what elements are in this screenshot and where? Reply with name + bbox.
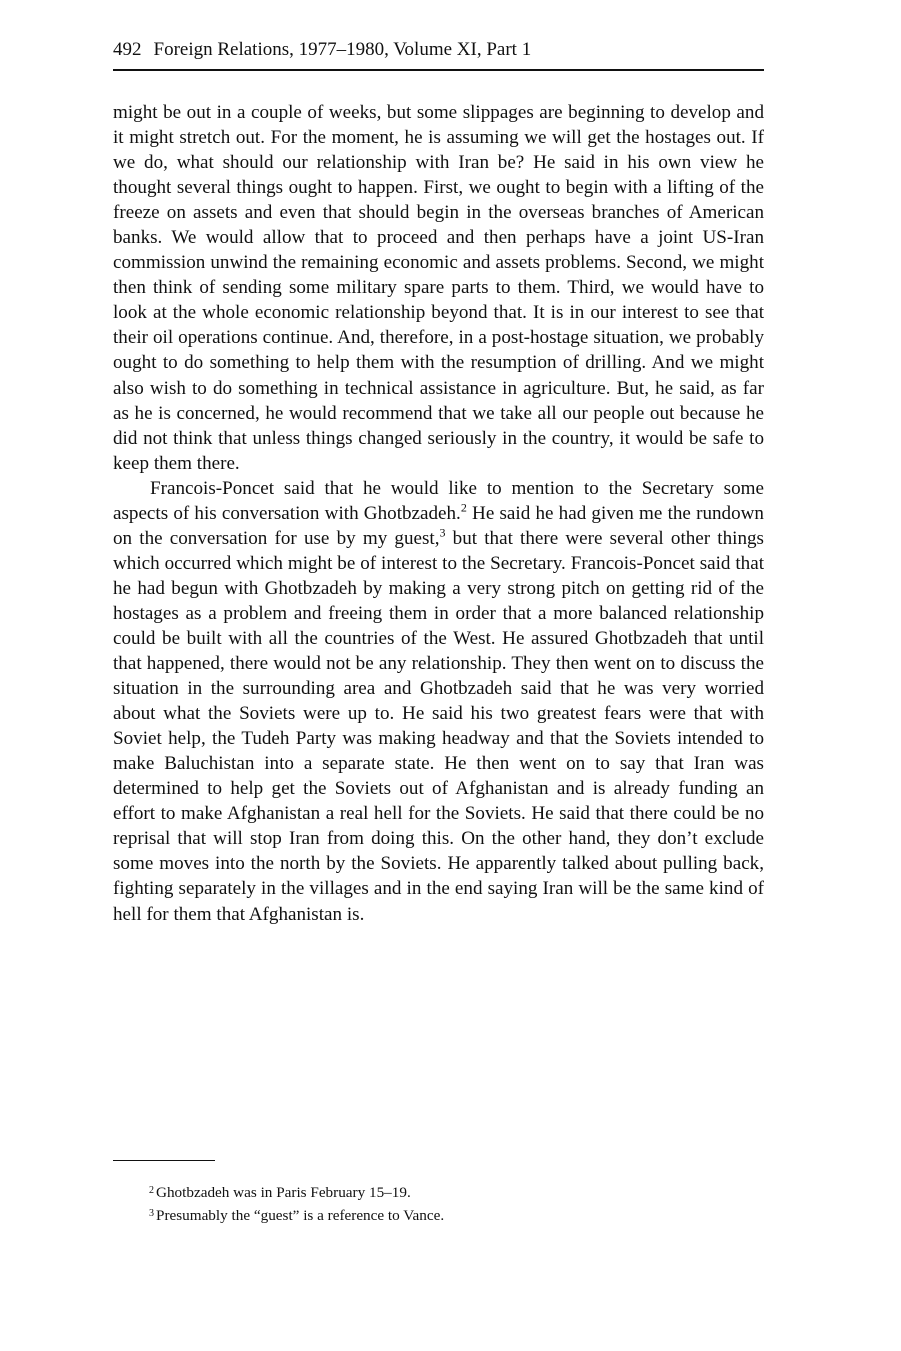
- main-text: [113, 100, 764, 927]
- footnote-text: Ghotbzadeh was in Paris February 15–19.: [156, 1184, 411, 1201]
- paragraph-1: might be out in a couple of weeks, but some slippages are beginning to develop and it might stretch out. For the moment, he is assuming we will get the hostages out. If we do, what should our relationship with Iran be? He said in his own view he thought several things ought to happen. First, we ought to begin with a lifting of the freeze on assets and even that should begin in the overseas branches of American banks. We would allow that to proceed and then perhaps have a joint US-Iran commission unwind the remaining economic and assets problems. Second, we might then think of sending some military spare parts to them. Third, we would have to look at the whole economic relationship beyond that. It is in our interest to see that their oil operations continue. And, therefore, in a post-hostage situation, we probably ought to do something to help them with the resumption of drilling. And we might also wish to do something in technical assistance in agriculture. But, he said, as far as he is concerned, he would recommend that we take all our people out because he did not think that unless things changed seriously in the country, it would be safe to keep them there.: [113, 102, 764, 474]
- footnote-ref-2: 2: [460, 500, 467, 515]
- paragraph-2: [113, 476, 764, 927]
- footnote-ref-3: 3: [439, 525, 446, 540]
- footnote-marker: 3: [149, 1208, 154, 1219]
- footnote-text: Presumably the “guest” is a reference to Vance.: [156, 1207, 445, 1224]
- footnote-2: [149, 1181, 764, 1204]
- running-header: [113, 38, 764, 62]
- footnote-rule: [113, 1160, 215, 1161]
- volume-title: Foreign Relations, 1977–1980, Volume XI, Part 1: [153, 39, 532, 60]
- paragraph-2-text-3: but that there were several other things which occurred which might be of interest to the Secretary. Francois-Poncet said that he had begun with Ghotbzadeh by making a very strong pitch on getting rid of the hostages as a problem and freeing them in order that a more balanced relationship could be built with all the countries of the West. He assured Ghotbzadeh that until that happened, there would not be any relationship. They then went on to discuss the situation in the surrounding area and Ghotbzadeh said that he was very worried about what the Soviets were up to. He said his two greatest fears were that with Soviet help, the Tudeh Party was making headway and that the Soviets intended to make Baluchistan into a separate state. He then went on to say that Iran was determined to help get the Soviets out of Afghanistan and is already funding an effort to make Afghanistan a real hell for the Soviets. He said that there could be no reprisal that will stop Iran from doing this. On the other hand, they don’t exclude some moves into the north by the Soviets. He apparently talked about pulling back, fighting separately in the villages and in the end saying Iran will be the same kind of hell for them that Afghanistan is.: [113, 527, 764, 925]
- paragraph-2-text-1: Francois-Poncet said that he would like to mention to the Secretary some aspects of his conversation with Ghotbzadeh.: [113, 477, 764, 524]
- footnote-marker: 2: [149, 1185, 154, 1196]
- header-rule: [113, 69, 764, 71]
- paragraph-2-text-2: He said he had given me the rundown on the conversation for use by my guest,: [113, 502, 764, 549]
- footnotes: [149, 1181, 764, 1227]
- page-number: 492: [113, 39, 142, 60]
- footnote-3: [149, 1204, 764, 1227]
